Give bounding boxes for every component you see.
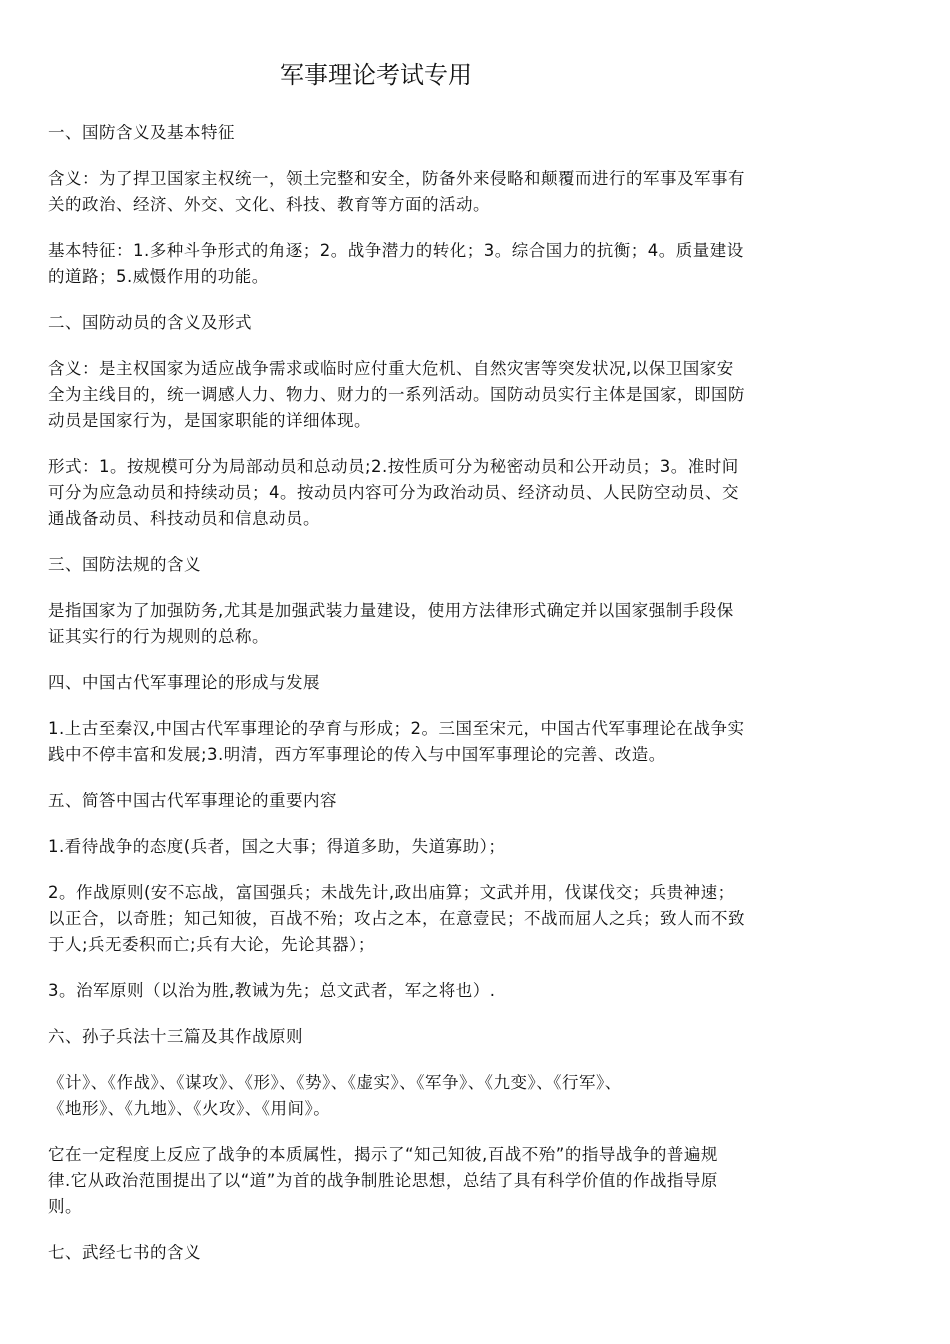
paragraph	[48, 598, 898, 650]
paragraph-line: 全为主线目的，统一调感人力、物力、财力的一系列活动。国防动员实行主体是国家，即国防	[48, 385, 745, 404]
section-heading: 五、简答中国古代军事理论的重要内容	[48, 791, 337, 810]
paragraph	[48, 834, 898, 860]
paragraph-line: 可分为应急动员和持续动员；4。按动员内容可分为政治动员、经济动员、人民防空动员、交	[48, 483, 739, 502]
paragraph-line: 1.看待战争的态度(兵者，国之大事；得道多助，失道寡助）；	[48, 837, 506, 856]
paragraph-line: 《地形》、《九地》、《火攻》、《用间》。	[48, 1099, 331, 1118]
paragraph-line: 的道路；5.威慑作用的功能。	[48, 267, 269, 286]
section-heading: 七、武经七书的含义	[48, 1243, 201, 1262]
paragraph-line: 含义：为了捍卫国家主权统一，领土完整和安全，防备外来侵略和颠覆而进行的军事及军事有	[48, 169, 745, 188]
paragraph-line: 含义：是主权国家为适应战争需求或临时应付重大危机、自然灾害等突发状况,以保卫国家安	[48, 359, 734, 378]
paragraph-line: 于人;兵无委积而亡;兵有大论，先论其器）；	[48, 935, 375, 954]
section-heading: 四、中国古代军事理论的形成与发展	[48, 673, 320, 692]
paragraph	[48, 1070, 898, 1122]
paragraph-line: 通战备动员、科技动员和信息动员。	[48, 509, 320, 528]
section-heading: 一、国防含义及基本特征	[48, 123, 235, 142]
paragraph-line: 律.它从政治范围提出了以“道”为首的战争制胜论思想，总结了具有科学价值的作战指导原	[48, 1171, 718, 1190]
paragraph-line: 3。治军原则（以治为胜,教诫为先；总文武者，军之将也）.	[48, 981, 496, 1000]
paragraph-line: 基本特征：1.多种斗争形式的角逐；2。战争潜力的转化；3。综合国力的抗衡；4。质量建设	[48, 241, 744, 260]
paragraph	[48, 1142, 898, 1220]
paragraph	[48, 238, 898, 290]
paragraph-line: 则。	[48, 1197, 82, 1216]
document-body	[48, 120, 898, 1286]
paragraph-line: 以正合，以奇胜；知己知彼，百战不殆；攻占之本，在意壹民；不战而屈人之兵；致人而不致	[48, 909, 745, 928]
paragraph-line: 《计》、《作战》、《谋攻》、《形》、《势》、《虚实》、《军争》、《九变》、《行军》、	[48, 1073, 622, 1092]
paragraph	[48, 356, 898, 434]
section-heading: 六、孙子兵法十三篇及其作战原则	[48, 1027, 303, 1046]
document-title: 军事理论考试专用	[280, 61, 472, 89]
paragraph-line: 形式：1。按规模可分为局部动员和总动员;2.按性质可分为秘密动员和公开动员；3。准时间	[48, 457, 739, 476]
section-heading: 三、国防法规的含义	[48, 555, 201, 574]
paragraph	[48, 716, 898, 768]
paragraph-line: 证其实行的行为规则的总称。	[48, 627, 269, 646]
paragraph-line: 2。作战原则(安不忘战，富国强兵；未战先计,政出庙算；文武并用，伐谋伐交；兵贵神速；	[48, 883, 735, 902]
paragraph-line: 动员是国家行为，是国家职能的详细体现。	[48, 411, 371, 430]
paragraph	[48, 454, 898, 532]
paragraph-line: 它在一定程度上反应了战争的本质属性，揭示了“知己知彼,百战不殆”的指导战争的普遍规	[48, 1145, 718, 1164]
section-heading: 二、国防动员的含义及形式	[48, 313, 252, 332]
paragraph-line: 践中不停丰富和发展;3.明清，西方军事理论的传入与中国军事理论的完善、改造。	[48, 745, 666, 764]
paragraph-line: 1.上古至秦汉,中国古代军事理论的孕育与形成；2。三国至宋元，中国古代军事理论在战争实	[48, 719, 745, 738]
paragraph	[48, 880, 898, 958]
paragraph-line: 是指国家为了加强防务,尤其是加强武装力量建设，使用方法律形式确定并以国家强制手段保	[48, 601, 734, 620]
paragraph	[48, 166, 898, 218]
paragraph-line: 关的政治、经济、外交、文化、科技、教育等方面的活动。	[48, 195, 490, 214]
paragraph	[48, 978, 898, 1004]
